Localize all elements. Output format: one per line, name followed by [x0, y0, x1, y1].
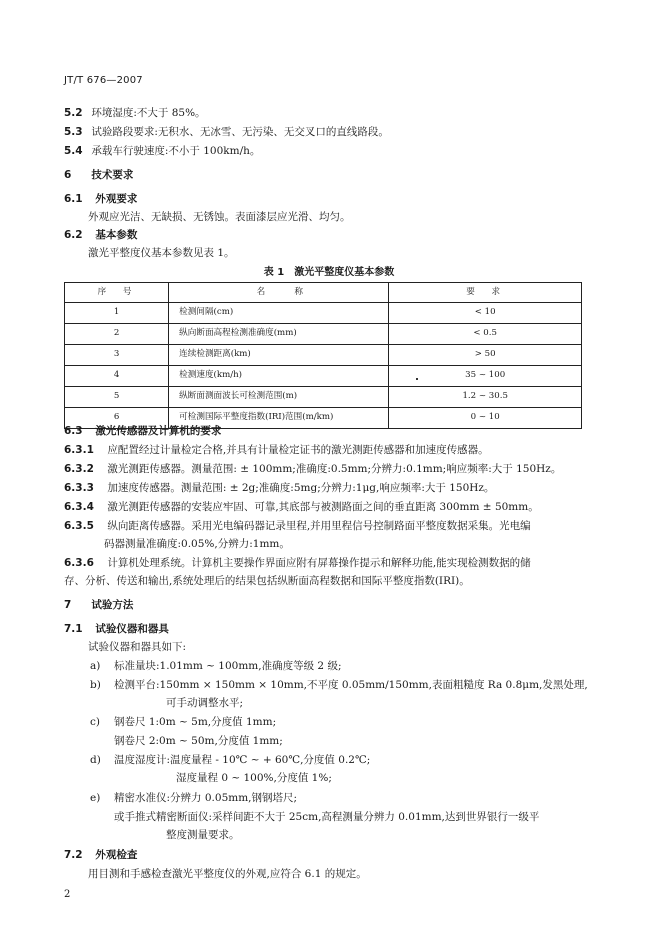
section-6-1-heading: 6.1 外观要求 — [64, 193, 138, 205]
clause-6-3-3: 6.3.3 加速度传感器。测量范围: ± 2g;准确度:5mg;分辨力:1μg,响应频率:大于 150Hz。 — [64, 482, 495, 494]
cell-requirement: 1.2 ~ 30.5 — [389, 387, 582, 408]
cell-index: 6 — [65, 408, 169, 429]
clause-6-3-5: 6.3.5 纵向距离传感器。采用光电编码器记录里程,并用里程信号控制路面平整度数据采集。光电编 — [64, 520, 531, 532]
cell-name: 纵向断面高程检测准确度(mm) — [169, 324, 389, 345]
list-item-b-continuation: 可手动调整水平; — [166, 697, 244, 709]
col-header-name: 名 称 — [169, 283, 389, 303]
table-header-row — [65, 283, 582, 303]
list-item-d: d) 温度湿度计:温度量程 - 10℃ ~ + 60℃,分度值 0.2℃; — [90, 754, 371, 766]
list-item-c: c) 钢卷尺 1:0m ~ 5m,分度值 1mm; — [90, 716, 277, 728]
cell-requirement: 35 ~ 100 — [389, 366, 582, 387]
list-item-c-second: 钢卷尺 2:0m ~ 50m,分度值 1mm; — [114, 735, 283, 747]
table-row — [65, 345, 582, 366]
cell-index: 3 — [65, 345, 169, 366]
table-row — [65, 324, 582, 345]
table-row — [65, 387, 582, 408]
clause-5-4: 5.4 承载车行驶速度:不小于 100km/h。 — [64, 145, 261, 157]
cell-name: 可检测国际平整度指数(IRI)范围(m/km) — [169, 408, 389, 429]
clause-6-3-6: 6.3.6 计算机处理系统。计算机主要操作界面应附有屏幕操作提示和解释功能,能实现检测数据的储 — [64, 557, 531, 569]
col-header-index: 序 号 — [65, 283, 169, 303]
table-caption: 表 1 激光平整度仪基本参数 — [263, 267, 395, 278]
section-7-2-heading: 7.2 外观检查 — [64, 849, 138, 861]
clause-6-3-6-continuation: 存、分析、传送和输出,系统处理后的结果包括纵断面高程数据和国际平整度指数(IRI)。 — [64, 575, 470, 587]
cell-index: 5 — [65, 387, 169, 408]
page-number: 2 — [64, 889, 71, 900]
section-6-heading: 6 技术要求 — [64, 169, 134, 181]
list-item-d-continuation: 湿度量程 0 ~ 100%,分度值 1%; — [176, 772, 332, 784]
cell-index: 1 — [65, 303, 169, 324]
list-item-e-second: 或手推式精密断面仪:采样间距不大于 25cm,高程测量分辨力 0.01mm,达到世界银行一级平 — [114, 811, 540, 823]
scan-speck — [416, 378, 418, 380]
section-6-2-body: 激光平整度仪基本参数见表 1。 — [88, 247, 235, 259]
list-item-b: b) 检测平台:150mm × 150mm × 10mm,不平度 0.05mm/150mm,表面粗糙度 Ra 0.8μm,发黑处理, — [90, 679, 588, 691]
section-6-2-heading: 6.2 基本参数 — [64, 229, 138, 241]
cell-index: 2 — [65, 324, 169, 345]
section-7-1-intro: 试验仪器和器具如下: — [88, 641, 187, 653]
clause-6-3-5-continuation: 码器测量准确度:0.05%,分辨力:1mm。 — [104, 538, 290, 550]
section-7-1-heading: 7.1 试验仪器和器具 — [64, 623, 169, 635]
cell-requirement: < 0.5 — [389, 324, 582, 345]
section-7-2-body: 用目测和手感检查激光平整度仪的外观,应符合 6.1 的规定。 — [88, 868, 367, 880]
cell-requirement: > 50 — [389, 345, 582, 366]
clause-5-2: 5.2 环境湿度:不大于 85%。 — [64, 107, 206, 119]
cell-name: 检测速度(km/h) — [169, 366, 389, 387]
section-6-1-body: 外观应光洁、无缺损、无锈蚀。表面漆层应光滑、均匀。 — [88, 211, 351, 223]
cell-index: 4 — [65, 366, 169, 387]
clause-6-3-1: 6.3.1 应配置经过计量检定合格,并具有计量检定证书的激光测距传感器和加速度传感器。 — [64, 444, 489, 456]
section-7-heading: 7 试验方法 — [64, 599, 134, 611]
standard-code-header: JT/T 676—2007 — [64, 75, 143, 86]
cell-requirement: 0 ~ 10 — [389, 408, 582, 429]
list-item-e: e) 精密水准仪:分辨力 0.05mm,钢钢塔尺; — [90, 792, 298, 804]
cell-name: 检测间隔(cm) — [169, 303, 389, 324]
list-item-e-continuation: 整度测量要求。 — [166, 829, 240, 841]
cell-requirement: < 10 — [389, 303, 582, 324]
table-row — [65, 366, 582, 387]
table-row — [65, 303, 582, 324]
list-item-a: a) 标准量块:1.01mm ~ 100mm,准确度等级 2 级; — [90, 660, 342, 672]
cell-name: 连续检测距离(km) — [169, 345, 389, 366]
clause-5-3: 5.3 试验路段要求:无积水、无冰雪、无污染、无交叉口的直线路段。 — [64, 126, 389, 138]
parameters-table — [64, 282, 582, 429]
section-6-3-heading: 6.3 激光传感器及计算机的要求 — [64, 425, 222, 437]
clause-6-3-2: 6.3.2 激光测距传感器。测量范围: ± 100mm;准确度:0.5mm;分辨力:0.1mm;响应频率:大于 150Hz。 — [64, 463, 562, 475]
col-header-requirement: 要 求 — [389, 283, 582, 303]
clause-6-3-4: 6.3.4 激光测距传感器的安装应牢固、可靠,其底部与被测路面之间的垂直距离 300mm ± 50mm。 — [64, 501, 539, 513]
cell-name: 纵断面测面波长可检测范围(m) — [169, 387, 389, 408]
